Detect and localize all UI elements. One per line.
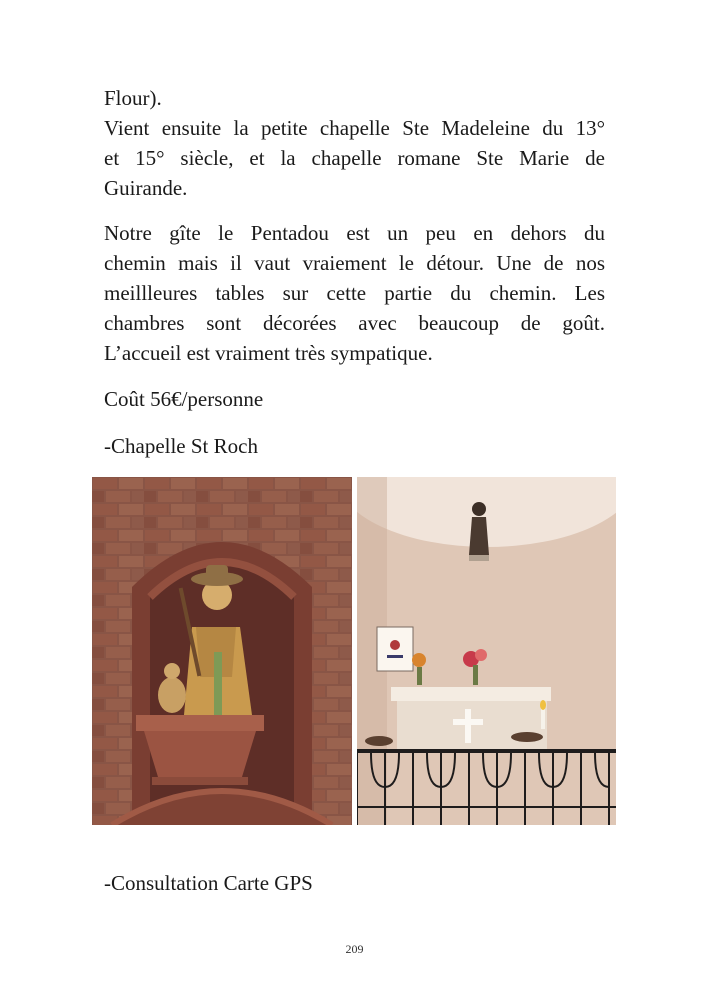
heading-consultation-carte-gps <box>104 868 605 898</box>
paragraph-flour <box>104 83 605 113</box>
paragraph-gite <box>104 218 605 368</box>
text-line: chemin mais il vaut vraiement le détour. Une de nos <box>104 251 605 275</box>
text-line: et 15° siècle, et la chapelle romane Ste Marie de <box>104 146 605 170</box>
text-line: -Chapelle St Roch <box>104 434 258 458</box>
photo-st-roch-statue <box>92 477 352 825</box>
chapel-illustration <box>357 477 616 825</box>
text-line: meillleures tables sur cette partie du chemin. Les <box>104 281 605 305</box>
paragraph-cout <box>104 384 605 414</box>
text-line: Coût 56€/personne <box>104 387 264 411</box>
text-line: Flour). <box>104 86 162 110</box>
text-line: Notre gîte le Pentadou est un peu en dehors du <box>104 221 605 245</box>
statue-illustration <box>92 477 352 825</box>
text-line: Guirande. <box>104 176 188 200</box>
page-number: 209 <box>345 942 364 956</box>
heading-chapelle-st-roch <box>104 431 605 461</box>
text-line: L’accueil est vraiment très sympatique. <box>104 341 433 365</box>
text-line: chambres sont décorées avec beaucoup de goût. <box>104 311 605 335</box>
paragraph-chapelles <box>104 113 605 203</box>
text-line: -Consultation Carte GPS <box>104 871 313 895</box>
photo-chapel-interior <box>357 477 616 825</box>
text-line: Vient ensuite la petite chapelle Ste Madeleine du 13° <box>104 116 605 140</box>
